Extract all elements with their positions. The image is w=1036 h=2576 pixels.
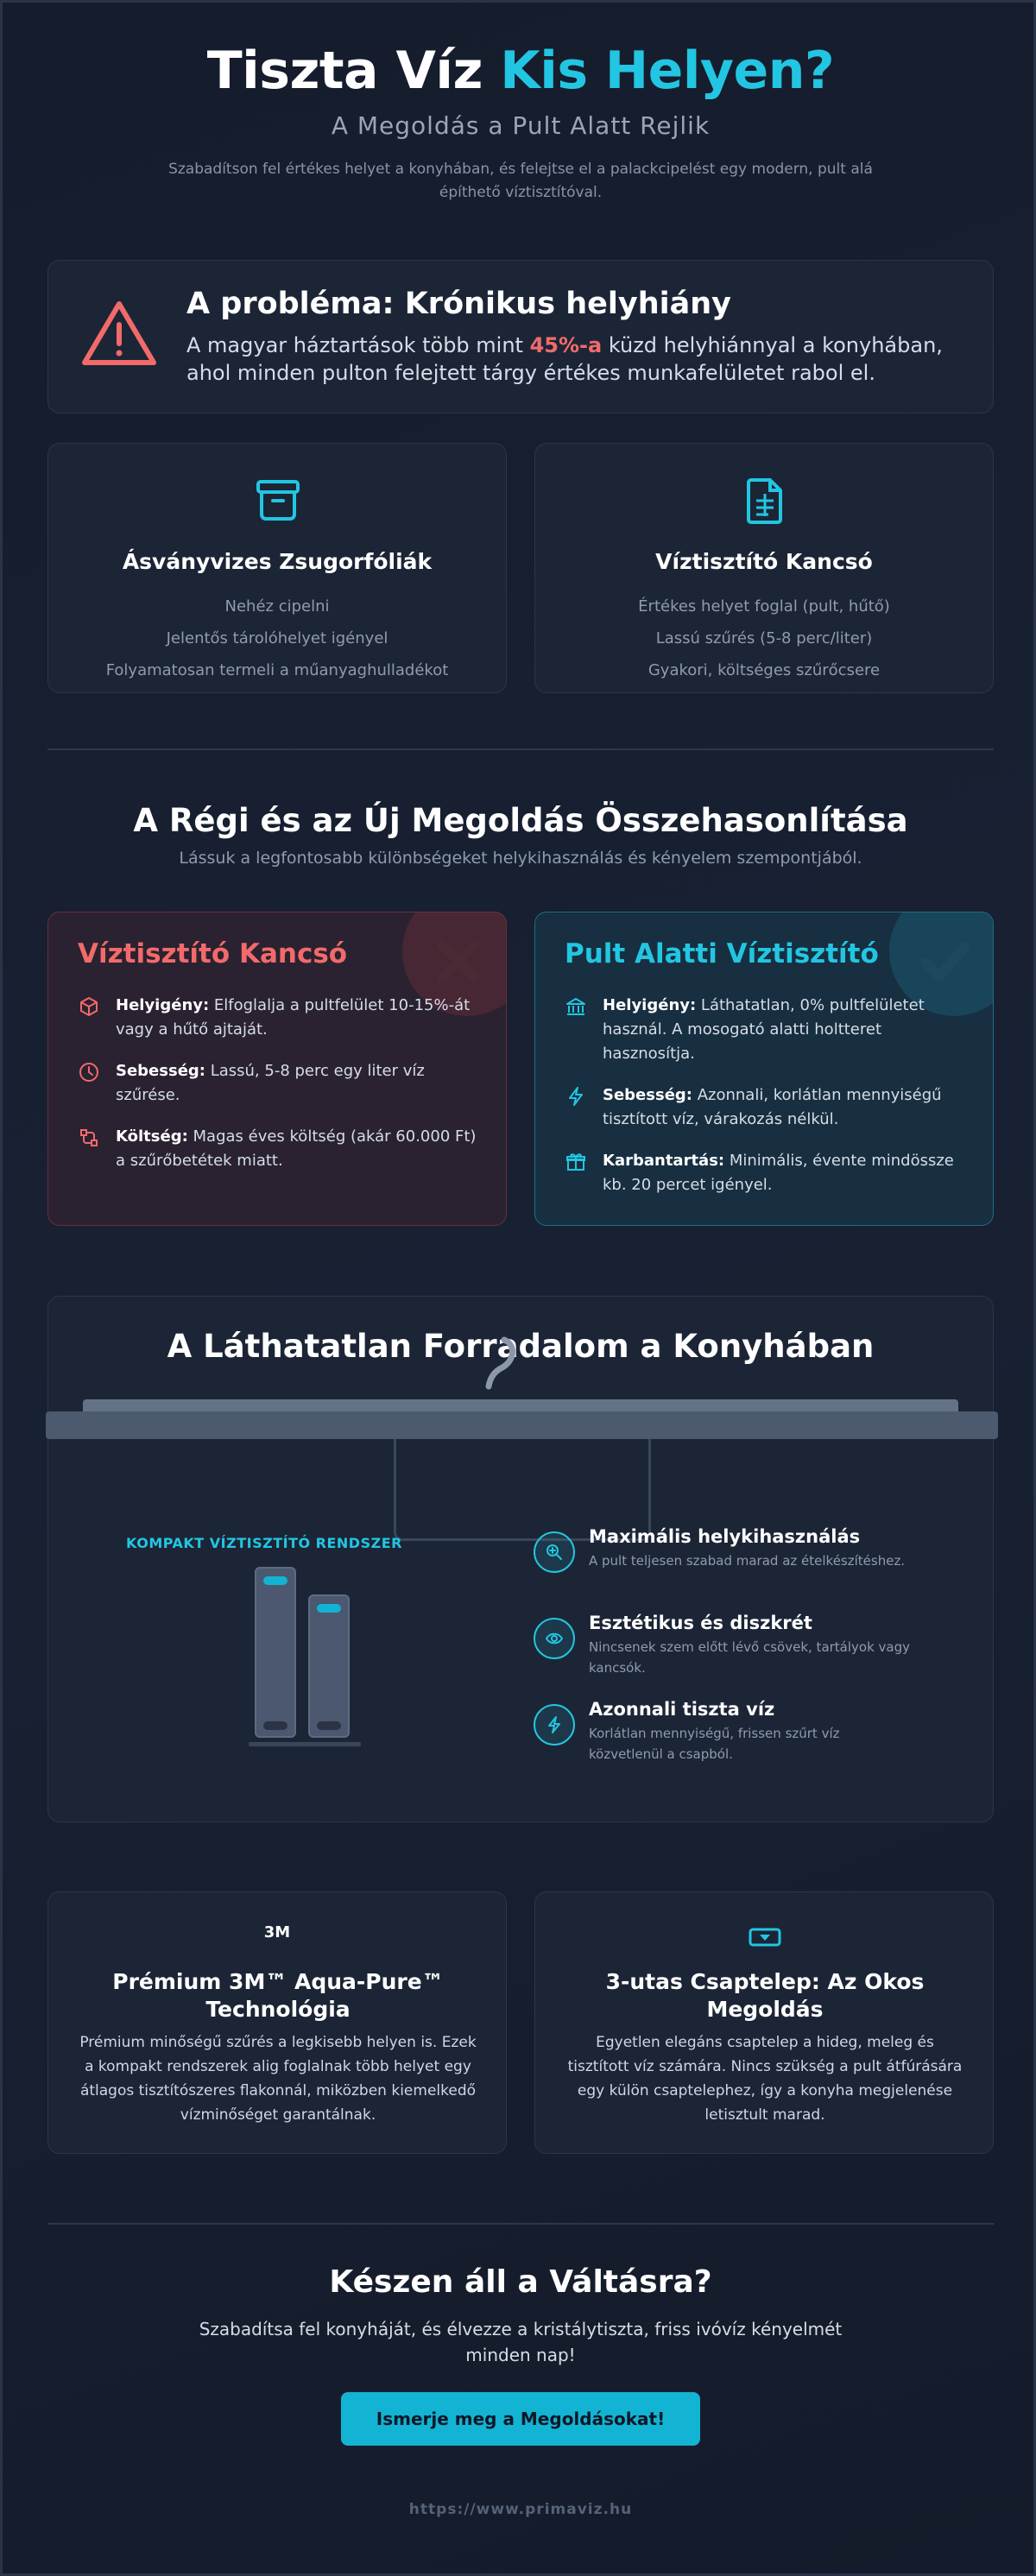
option-point: Értékes helyet foglal (pult, hűtő) — [638, 597, 890, 616]
eye-icon — [546, 1630, 563, 1647]
lightning-icon — [546, 1716, 563, 1733]
comparison-old-title: Víztisztító Kancsó — [78, 938, 348, 969]
option-points — [48, 590, 506, 686]
feature-text: Nincsenek szem előtt lévő csövek, tartályok vagy kancsók. — [589, 1639, 911, 1676]
tech-card-3m — [47, 1891, 507, 2154]
countertop — [46, 1411, 998, 1439]
option-point: Nehéz cipelni — [224, 597, 330, 616]
problem-highlight: 45%-a — [529, 333, 603, 357]
bank-icon — [565, 995, 587, 1018]
option-point: Lassú szűrés (5-8 perc/liter) — [655, 629, 873, 647]
feature-text: A pult teljesen szabad marad az ételkészítéshez. — [589, 1553, 906, 1569]
zoom-icon — [546, 1544, 563, 1561]
cta-button[interactable]: Ismerje meg a Megoldásokat! — [341, 2392, 700, 2446]
cta-title: Készen áll a Váltásra? — [329, 2264, 712, 2300]
hero-title-main: Tiszta Víz — [206, 41, 483, 101]
revolution-card — [47, 1296, 994, 1822]
clock-icon — [78, 1061, 100, 1083]
tech-card-text: Prémium minőségű szűrés a legkisebb helyen is. Ezek a kompakt rendszerek alig foglalnak több helyet egy átlagos tisztítószeres flakonnál, miközben kiemelkedő vízminőséget garantálnak. — [79, 2034, 477, 2124]
comparison-title: A Régi és az Új Megoldás Összehasonlítása — [133, 802, 908, 839]
revolution-title: A Láthatatlan Forradalom a Konyhában — [167, 1328, 875, 1365]
option-point: Folyamatosan termeli a műanyaghulladékot — [105, 661, 449, 679]
comparison-new-title: Pult Alatti Víztisztító — [565, 938, 879, 969]
option-title: Víztisztító Kancsó — [655, 549, 873, 574]
gift-icon — [565, 1151, 587, 1173]
comparison-card-old: Víztisztító Kancsó Helyigény: Elfoglalja a pultfelület 10-15%-át vagy a hűtő ajtaját. Sebesség: Lassú, 5-8 perc egy liter víz szűrése. Költség: Magas éves költség (akár 60.000 Ft) a szűrőbetétek miatt. — [47, 912, 507, 1226]
hero-title-accent: Kis Helyen? — [500, 41, 835, 101]
comparison-card-new: Pult Alatti Víztisztító Helyigény: Láthatatlan, 0% pultfelületet használ. A mosogató alatti holtteret hasznosítja. Sebesség: Azonnali, korlátlan mennyiségű tisztított víz, várakozás nélkül. Karbantartás: Minimális, évente mindössze kb. 20 percet igényel. — [534, 912, 994, 1226]
archive-box-icon — [252, 475, 304, 527]
faucet-box-icon — [748, 1927, 782, 1948]
lightning-icon — [565, 1085, 587, 1108]
faucet-icon — [480, 1335, 532, 1395]
check-mark-icon — [915, 931, 976, 992]
feature-title: Maximális helykihasználás — [589, 1526, 861, 1547]
tech-card-title: 3-utas Csaptelep: Az Okos Megoldás — [605, 1969, 925, 2022]
hero-subtitle: A Megoldás a Pult Alatt Rejlik — [331, 111, 711, 140]
comparison-subtitle: Lássuk a legfontosabb különbségeket helykihasználás és kényelem szempontjából. — [179, 849, 862, 868]
hero-title — [3, 41, 1036, 101]
footer-url[interactable]: https://www.primaviz.hu — [408, 2501, 633, 2518]
tech-card-faucet — [534, 1891, 994, 2154]
cube-icon — [78, 995, 100, 1018]
divider — [47, 2223, 994, 2225]
option-point: Gyakori, költséges szűrőcsere — [648, 661, 881, 679]
cost-icon — [78, 1127, 100, 1149]
problem-text: A magyar háztartások több mint 45%-a küzd helyhiánnyal a konyhában, ahol minden pulton felejtett tárgy értékes munkafelületet rabol el. — [186, 333, 943, 385]
feature-title: Azonnali tiszta víz — [589, 1699, 775, 1720]
tech-card-text: Egyetlen elegáns csaptelep a hideg, meleg és tisztított víz számára. Nincs szükség a pult átfúrására egy külön csaptelephez, így a konyha megjelenése letisztult marad. — [567, 2034, 963, 2124]
option-title: Ásványvizes Zsugorfóliák — [122, 549, 433, 574]
problem-title: A probléma: Krónikus helyhiány — [186, 287, 731, 321]
tech-card-title: Prémium 3M™ Aqua-Pure™ Technológia — [112, 1969, 444, 2022]
system-label: KOMPAKT VÍZTISZTÍTÓ RENDSZER — [126, 1535, 402, 1551]
option-card-pitcher — [534, 443, 994, 693]
divider — [47, 748, 994, 750]
option-points — [535, 590, 993, 686]
document-filter-icon — [739, 475, 791, 527]
warning-icon — [81, 299, 157, 368]
x-mark-icon — [428, 931, 489, 992]
problem-card — [47, 260, 994, 414]
option-card-bottles — [47, 443, 507, 693]
filter-system-illustration — [249, 1566, 361, 1747]
hero-description: Szabadítson fel értékes helyet a konyhában, és felejtse el a palackcipelést egy modern, pult alá építhető víztisztítóval. — [168, 161, 873, 201]
cta-text: Szabadítsa fel konyháját, és élvezze a kristálytiszta, friss ivóvíz kényelmét minden nap! — [199, 2319, 843, 2365]
feature-title: Esztétikus és diszkrét — [589, 1613, 812, 1633]
brand-tag-3m: 3M — [263, 1923, 291, 1941]
option-point: Jelentős tárolóhelyet igényel — [166, 629, 388, 647]
feature-text: Korlátlan mennyiségű, frissen szűrt víz közvetlenül a csapból. — [589, 1726, 840, 1762]
